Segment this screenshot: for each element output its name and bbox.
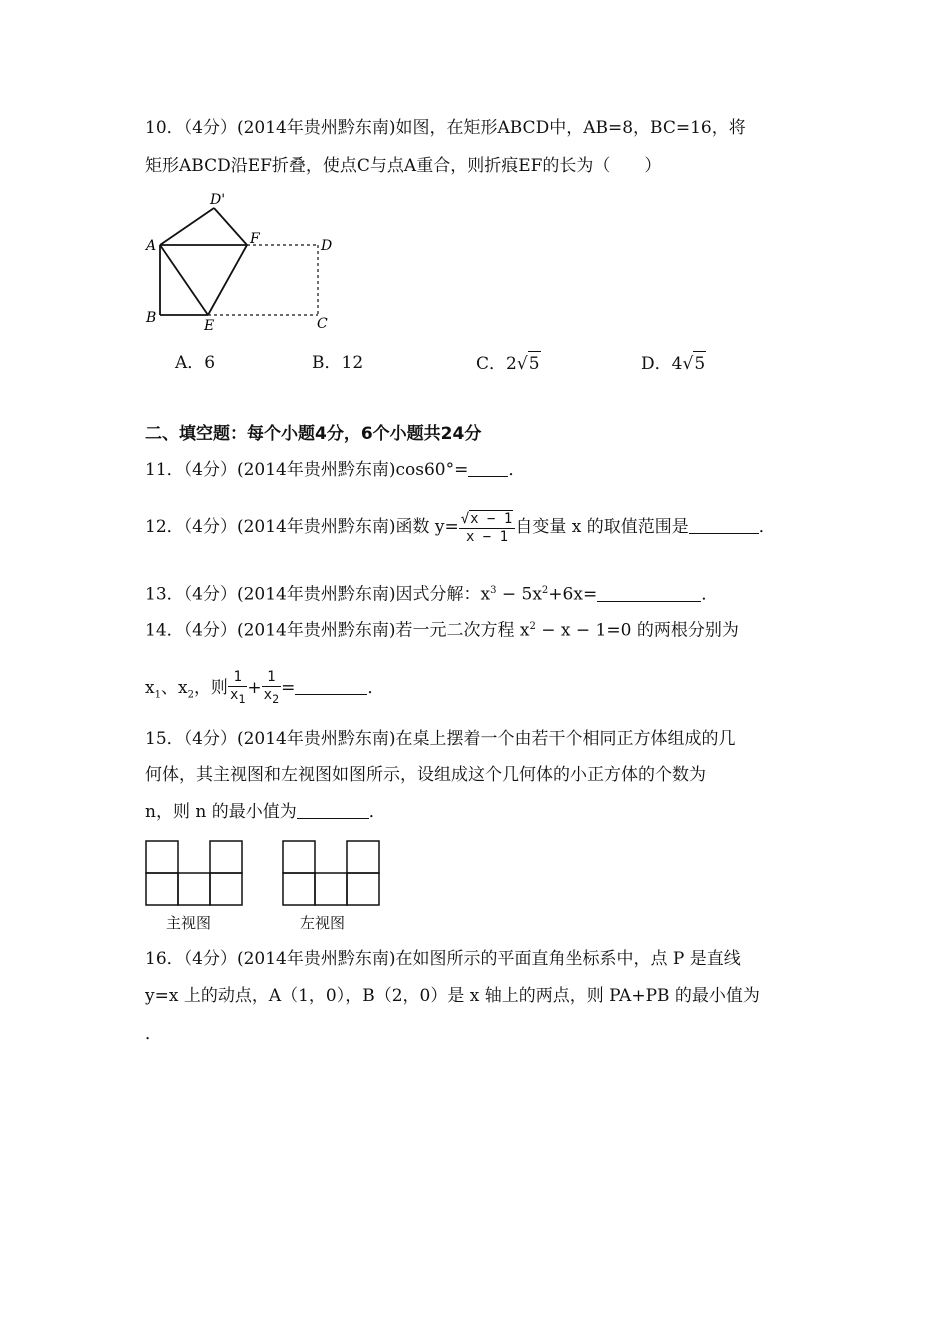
option-c-label: C． xyxy=(476,354,507,374)
q10-option-b xyxy=(312,351,363,375)
option-b-label: B． xyxy=(312,353,342,373)
q14-f1-sub: 1 xyxy=(238,691,246,706)
q14-sep: 、x xyxy=(160,678,188,698)
sqrt-symbol: √ xyxy=(682,354,694,374)
option-a-label: A． xyxy=(175,353,205,373)
front-view-figure xyxy=(145,840,245,906)
q12-denominator: x − 1 xyxy=(465,528,509,545)
q13-sup2: 2 xyxy=(541,585,549,596)
label-E: E xyxy=(204,318,215,334)
q13-blank xyxy=(597,583,701,602)
edge-adp xyxy=(160,208,214,245)
q14-fraction-2 xyxy=(262,669,281,708)
q15-line1: 15．（4分）(2014年贵州黔东南)在桌上摆着一个由若干个相同正方体组成的几 xyxy=(145,729,736,749)
q14-blank xyxy=(295,676,367,695)
front-cell-3 xyxy=(146,873,178,905)
front-cell-1 xyxy=(146,841,178,873)
q13-tail: +6x= xyxy=(548,584,598,605)
q10-line1: 10．（4分）(2014年贵州黔东南)如图，在矩形ABCD中，AB=8，BC=16，将 xyxy=(145,118,746,138)
q14-prefix: 14．（4分）(2014年贵州黔东南)若一元二次方程 x xyxy=(145,620,530,641)
q11-blank xyxy=(468,458,508,477)
q14-s2: 2 xyxy=(187,689,194,701)
left-cell-5 xyxy=(347,873,379,905)
label-Dp: D' xyxy=(210,192,226,208)
left-cell-4 xyxy=(315,873,347,905)
q10-line2: 矩形ABCD沿EF折叠，使点C与点A重合，则折痕EF的长为（ ） xyxy=(145,156,662,176)
q13-mid: − 5x xyxy=(496,584,542,605)
sqrt-symbol: √ xyxy=(516,354,528,374)
left-cell-1 xyxy=(283,841,315,873)
q14-sup: 2 xyxy=(529,621,536,632)
q12-end: ． xyxy=(758,517,776,537)
q12 xyxy=(145,505,776,549)
q14-f2-sub: 2 xyxy=(272,691,280,706)
q14-then: ，则 xyxy=(193,678,228,698)
q12-suffix: 自变量 x 的取值范围是 xyxy=(515,517,689,537)
q12-blank xyxy=(689,515,759,534)
q13-prefix: 13．（4分）(2014年贵州黔东南)因式分解：x xyxy=(145,584,491,605)
q13-end: ． xyxy=(701,584,719,605)
q14-f2-den xyxy=(262,687,281,708)
q12-numerator xyxy=(459,510,516,529)
front-cell-5 xyxy=(210,873,242,905)
q14-f2-num: 1 xyxy=(262,669,281,687)
q16-line3: ． xyxy=(145,1024,162,1044)
q16-line2: y=x 上的动点，A（1，0），B（2，0）是 x 轴上的两点，则 PA+PB 的最小值为 xyxy=(145,986,760,1006)
q15-end: ． xyxy=(368,802,386,822)
q11 xyxy=(145,458,525,482)
q10-option-c xyxy=(476,351,541,376)
q11-end: ． xyxy=(508,460,526,480)
q14-line1 xyxy=(145,615,739,643)
option-b-value: 12 xyxy=(341,353,364,373)
q14-suffix: − x − 1=0 的两根分别为 xyxy=(535,620,739,641)
section2-title: 二、填空题：每个小题4分，6个小题共24分 xyxy=(145,424,482,444)
label-F: F xyxy=(250,231,260,247)
q14-end: ． xyxy=(367,678,385,698)
q12-fraction xyxy=(459,510,516,546)
left-view-caption: 左视图 xyxy=(300,914,346,932)
q14-x1: x xyxy=(145,678,155,698)
front-cell-2 xyxy=(210,841,242,873)
label-B: B xyxy=(146,310,157,326)
edge-ef xyxy=(208,245,247,315)
q10-option-a xyxy=(175,351,215,375)
label-A: A xyxy=(146,238,157,254)
option-c-coef: 2 xyxy=(506,354,517,374)
q13-sup1: 3 xyxy=(490,585,497,596)
q14-eq: = xyxy=(281,678,296,698)
q15-blank xyxy=(297,800,369,819)
q14-f1-den-x: x xyxy=(229,687,239,704)
option-a-value: 6 xyxy=(204,353,216,373)
front-view-caption: 主视图 xyxy=(166,914,212,932)
q15-line3-text: n，则 n 的最小值为 xyxy=(145,802,297,822)
q15-line2: 何体，其主视图和左视图如图所示，设组成这个几何体的小正方体的个数为 xyxy=(145,765,706,785)
q12-prefix: 12．（4分）(2014年贵州黔东南)函数 y= xyxy=(145,517,459,537)
option-d-radicand: 5 xyxy=(693,351,706,376)
left-view-figure xyxy=(282,840,382,906)
front-cell-4 xyxy=(178,873,210,905)
q11-text: 11．（4分）(2014年贵州黔东南)cos60°= xyxy=(145,460,469,480)
option-d-coef: 4 xyxy=(671,354,683,374)
q14-fraction-1 xyxy=(228,669,247,708)
sqrt-symbol: √ xyxy=(460,510,470,527)
q14-f2-den-x: x xyxy=(263,687,273,704)
left-cell-3 xyxy=(283,873,315,905)
q10-option-d xyxy=(641,351,706,376)
q14-line2 xyxy=(145,664,384,719)
q16-line1: 16．（4分）(2014年贵州黔东南)在如图所示的平面直角坐标系中，点 P 是直线 xyxy=(145,949,741,969)
q14-s1: 1 xyxy=(154,689,161,701)
q14-f1-den xyxy=(228,687,247,708)
edge-ae xyxy=(160,245,208,315)
label-C: C xyxy=(317,316,328,332)
q15-line3 xyxy=(145,800,386,824)
q12-radicand: x − 1 xyxy=(470,510,513,527)
q14-f1-num: 1 xyxy=(228,669,247,687)
option-d-label: D． xyxy=(641,354,672,374)
left-cell-2 xyxy=(347,841,379,873)
edge-dpf xyxy=(214,208,247,245)
q10-figure xyxy=(140,188,340,338)
q13 xyxy=(145,579,718,607)
option-c-radicand: 5 xyxy=(528,351,541,376)
q14-plus: + xyxy=(247,678,262,698)
label-D: D xyxy=(321,238,333,254)
